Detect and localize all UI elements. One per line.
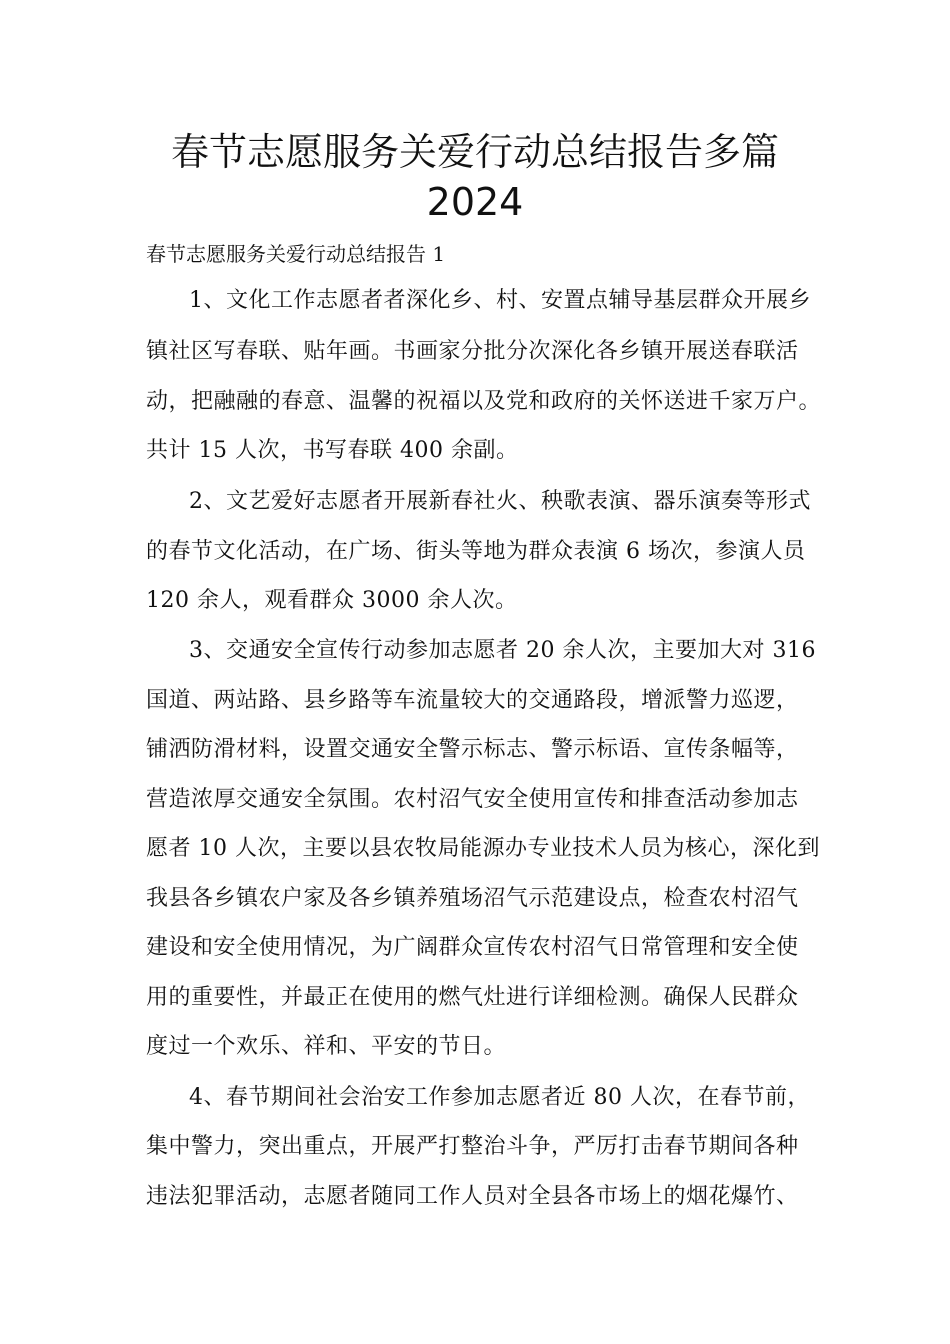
body-line: 集中警力，突出重点，开展严打整治斗争，严厉打击春节期间各种	[146, 1134, 799, 1159]
body-line: 镇社区写春联、贴年画。书画家分批分次深化各乡镇开展送春联活	[146, 339, 799, 364]
body-line: 120 余人，观看群众 3000 余人次。	[146, 588, 518, 613]
body-line: 度过一个欢乐、祥和、平安的节日。	[146, 1034, 507, 1059]
body-line: 国道、两站路、县乡路等车流量较大的交通路段，增派警力巡逻，	[146, 688, 799, 713]
body-line: 4、春节期间社会治安工作参加志愿者近 80 人次，在春节前，	[189, 1085, 810, 1110]
body-line: 铺洒防滑材料，设置交通安全警示标志、警示标语、宣传条幅等，	[146, 737, 799, 762]
body-line: 的春节文化活动，在广场、街头等地为群众表演 6 场次，参演人员	[146, 539, 806, 564]
body-line: 愿者 10 人次，主要以县农牧局能源办专业技术人员为核心，深化到	[146, 836, 820, 861]
document-title-line2: 2024	[426, 180, 524, 224]
body-line: 1、文化工作志愿者者深化乡、村、安置点辅导基层群众开展乡	[189, 288, 811, 313]
body-line: 3、交通安全宣传行动参加志愿者 20 余人次，主要加大对 316	[189, 638, 816, 663]
body-line: 建设和安全使用情况，为广阔群众宣传农村沼气日常管理和安全使	[146, 935, 799, 960]
body-line: 2、文艺爱好志愿者开展新春社火、秧歌表演、器乐演奏等形式	[189, 489, 811, 514]
body-line: 共计 15 人次，书写春联 400 余副。	[146, 438, 519, 463]
body-line: 我县各乡镇农户家及各乡镇养殖场沼气示范建设点，检查农村沼气	[146, 886, 799, 911]
body-line: 营造浓厚交通安全氛围。农村沼气安全使用宣传和排查活动参加志	[146, 787, 799, 812]
body-line: 违法犯罪活动，志愿者随同工作人员对全县各市场上的烟花爆竹、	[146, 1184, 799, 1209]
body-line: 用的重要性，并最正在使用的燃气灶进行详细检测。确保人民群众	[146, 985, 799, 1010]
section-heading: 春节志愿服务关爱行动总结报告 1	[146, 242, 446, 266]
body-line: 动，把融融的春意、温馨的祝福以及党和政府的关怀送进千家万户。	[146, 389, 822, 414]
document-title-line1: 春节志愿服务关爱行动总结报告多篇	[170, 130, 779, 174]
